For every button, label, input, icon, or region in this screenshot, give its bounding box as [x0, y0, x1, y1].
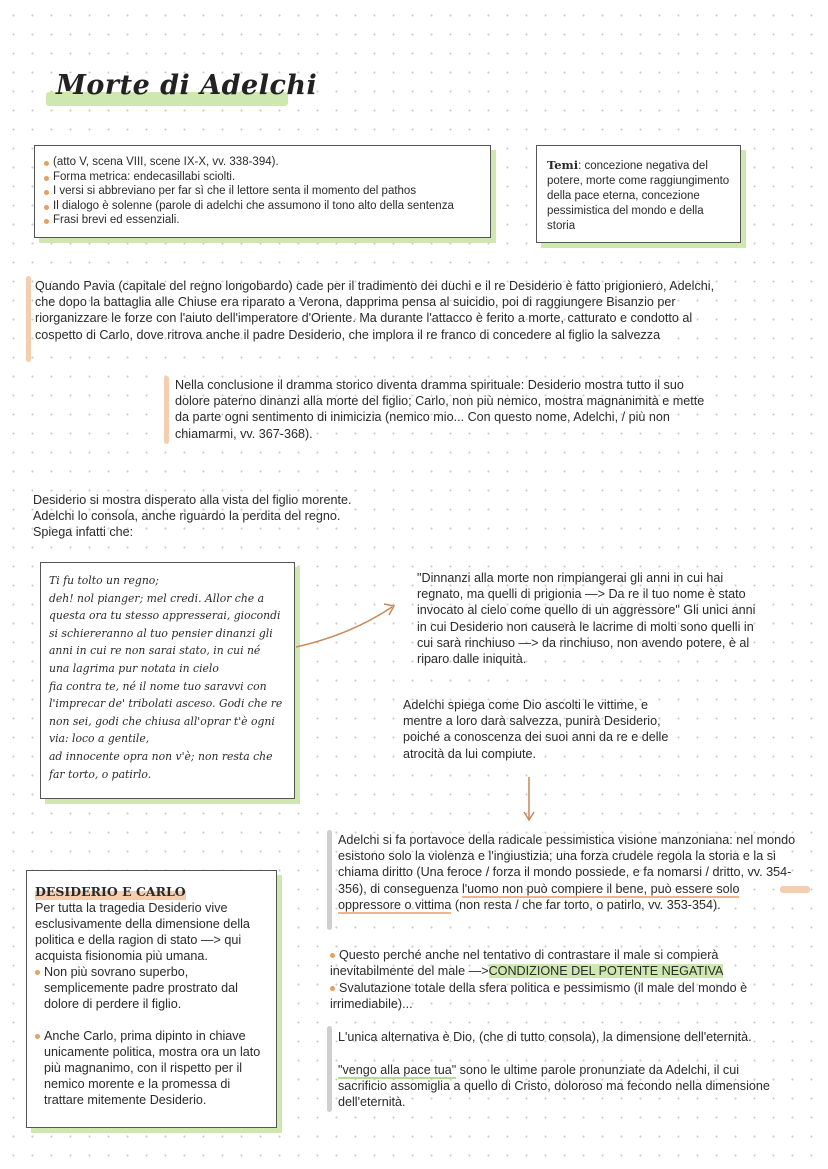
alternativa-marker: [327, 1026, 332, 1112]
box-intro: Per tutta la tragedia Desiderio vive esclusivamente della dimensione della politica e della ragion di stato —> qui acquista fisionomia più umana.: [35, 901, 250, 963]
portavoce-text: Adelchi si fa portavoce della radicale pessimistica visione manzoniana: nel mondo esistono solo la violenza e l'ingiustizia; una forza crudele regola la storia e la si chiama diritto (Una feroce / forza il mondo possiede, e fa nomarsi / dritto, vv. 354-356), di conseguenza: [338, 833, 796, 896]
portavoce-highlight: l'uomo non può compiere il bene, può essere solo oppressore o vittima: [338, 881, 740, 912]
info-bullet: Forma metrica: endecasillabi sciolti.: [44, 170, 482, 185]
portavoce-marker: [327, 830, 332, 930]
potente-bullet-2: [330, 980, 792, 1012]
victims-paragraph: Adelchi spiega come Dio ascolti le vittime, e mentre a loro darà salvezza, punirà Desiderio, poiché a conoscenza dei suoi anni da re e delle atrocità da lui compiute.: [403, 698, 669, 761]
potente-highlight: CONDIZIONE DEL POTENTE NEGATIVA: [488, 964, 724, 979]
ultime-quote: "vengo alla pace tua": [338, 1063, 457, 1077]
title-block: [56, 70, 317, 101]
info-bullet: Frasi brevi ed essenziali.: [44, 213, 482, 228]
portavoce-paragraph: [338, 832, 800, 913]
box-heading: DESIDERIO E CARLO: [35, 884, 186, 899]
arrow-icon: [290, 595, 420, 655]
paraphrase-paragraph: "Dinnanzi alla morte non rimpiangerai gli anni in cui hai regnato, ma quelli di prigionia —> Da re il tuo nome è stato invocato al cielo come quello di un aggressore" Gli unici anni in cui Desiderio non causerà le lacrime di molti sono quelli in cui sarà rinchiuso —> da rinchiuso, non avendo potere, è al riparo dalle iniquità.: [417, 571, 756, 667]
potente-bullet-1: [330, 947, 792, 979]
info-box: [34, 145, 491, 238]
page-title: Morte di Adelchi: [56, 70, 318, 101]
info-bullets: [44, 155, 482, 228]
desiderio-paragraph: Desiderio si mostra disperato alla vista del figlio morente. Adelchi lo consola, anche riguardo la perdita del regno. Spiega infatti che:: [33, 493, 352, 540]
temi-text: : concezione negativa del potere, morte come raggiungimento della pace eterna, concezione pessimistica del mondo e della storia: [547, 160, 730, 232]
bullet-icon: [330, 986, 335, 991]
portavoce-side-mark: [780, 886, 810, 893]
poem-box: Ti fu tolto un regno; deh! nol pianger; mel credi. Allor che a questa ora tu stesso appresserai, giocondi si schiereranno al tuo pensier dinanzi gli anni in cui re non sarai stato, in cui né una lagrima pur notata in cielo fia contra te, né il nome tuo saravvi con l'imprecar de' tribolati asceso. Godi che re non sei, godi che chiusa all'oprar t'è ogni via: loco a gentile, ad innocente opra non v'è; non resta che far torto, o patirlo.: [40, 562, 295, 799]
conclusion-marker: [164, 376, 169, 444]
temi-box: [536, 145, 741, 243]
temi-label: Temi: [547, 158, 579, 172]
ultime-text: sono le ultime parole pronunziate da Adelchi, il cui sacrificio assomiglia a quello di Cristo, doloroso ma fecondo nella dimensione dell'eternità.: [338, 1063, 770, 1110]
ultime-paragraph: [338, 1062, 790, 1111]
potente-text-2: Svalutazione totale della sfera politica e pessimismo (il male del mondo è irrimediabile)...: [330, 981, 748, 1012]
portavoce-text-end: (non resta / che far torto, o patirlo, vv. 353-354).: [451, 897, 721, 912]
bullet-icon: [330, 953, 335, 958]
box-bullets: [35, 964, 268, 1108]
info-bullet: (atto V, scena VIII, scene IX-X, vv. 338-394).: [44, 155, 482, 170]
potente-text-1: Questo perché anche nel tentativo di contrastare il male si compierà inevitabilmente del male —>: [330, 948, 719, 979]
conclusion-paragraph: Nella conclusione il dramma storico diventa dramma spirituale: Desiderio mostra tutto il suo dolore paterno dinanzi alla morte del figlio; Carlo, non più nemico, mostra magnanimità e mette da parte ogni sentimento di inimicizia (nemico mio... Con questo nome, Adelchi, / più non chiamarmi, vv. 367-368).: [175, 378, 705, 441]
down-arrow-icon: [521, 775, 537, 823]
intro-marker: [26, 276, 31, 362]
intro-paragraph: Quando Pavia (capitale del regno longobardo) cade per il tradimento dei duchi e il re Desiderio è fatto prigioniero, Adelchi, che dopo la battaglia alle Chiuse era riparato a Verona, dapprima pensa al suicidio, poi di raggiungere Bisanzio per riorganizzare le forze con l'aiuto dell'imperatore d'Oriente. Ma durante l'attacco è ferito a morte, catturato e condotto al cospetto di Carlo, dove ritrova anche il padre Desiderio, che implora il re franco di concedere al figlio la salvezza: [35, 279, 715, 342]
alternativa-paragraph: L'unica alternativa è Dio, (che di tutto consola), la dimensione dell'eternità.: [338, 1030, 752, 1044]
box-bullet: Anche Carlo, prima dipinto in chiave unicamente politica, mostra ora un lato più magnanimo, con il rispetto per il nemico morente e la promessa di trattare mitemente Desiderio.: [35, 1028, 268, 1108]
info-bullet: I versi si abbreviano per far sì che il lettore senta il momento del pathos: [44, 184, 482, 199]
box-bullet: Non più sovrano superbo, semplicemente padre prostrato dal dolore di perdere il figlio.: [35, 964, 268, 1012]
info-bullet: Il dialogo è solenne (parole di adelchi che assumono il tono alto della sentenza: [44, 199, 482, 214]
desiderio-carlo-box: [26, 870, 277, 1128]
